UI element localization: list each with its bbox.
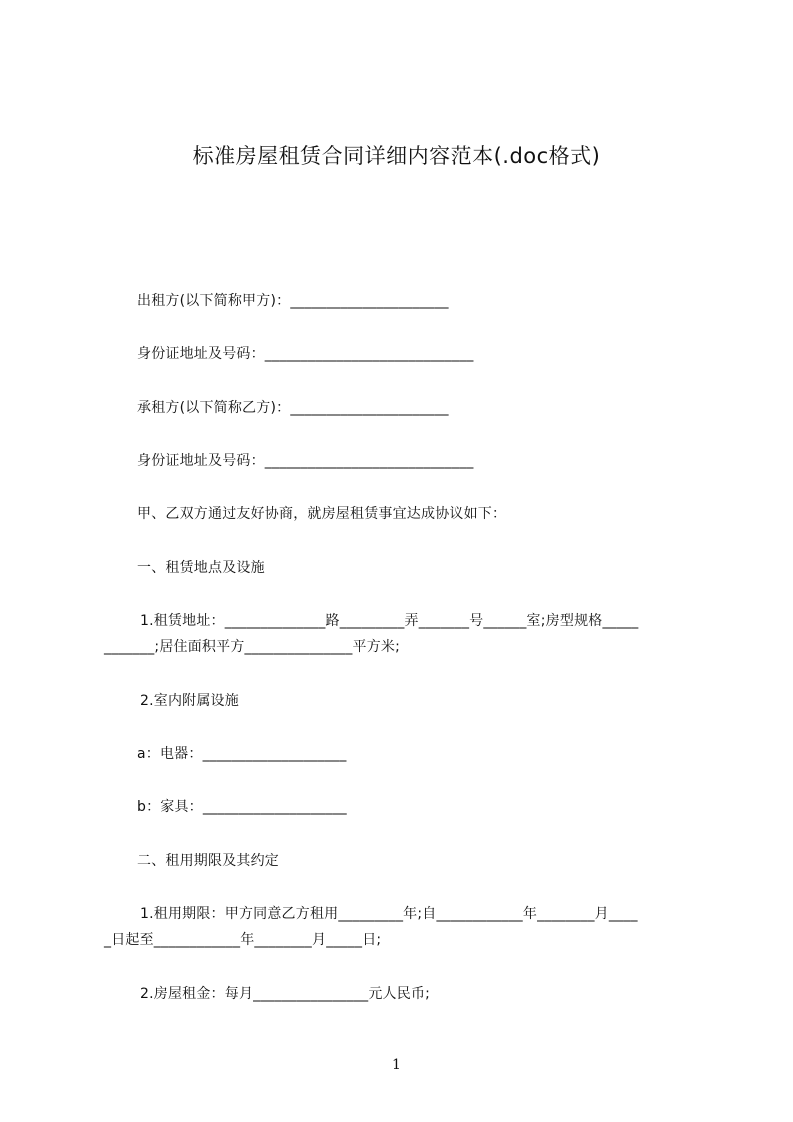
lessor-line: 出租方(以下简称甲方)：______________________ bbox=[137, 293, 449, 309]
page-number: 1 bbox=[392, 1057, 401, 1073]
facilities-heading: 2.室内附属设施 bbox=[140, 693, 239, 709]
document-title: 标准房屋租赁合同详细内容范本(.doc格式) bbox=[192, 144, 601, 168]
section-1-heading: 一、租赁地点及设施 bbox=[137, 560, 265, 576]
furniture-line: b：家具：____________________ bbox=[137, 799, 347, 815]
rent-line: 2.房屋租金：每月________________元人民币; bbox=[140, 986, 431, 1002]
intro-paragraph: 甲、乙双方通过友好协商，就房屋租赁事宜达成协议如下： bbox=[137, 506, 507, 522]
lease-term-line-1: 1.租用期限：甲方同意乙方租用_________年;自____________年________月____ bbox=[140, 906, 638, 922]
rental-address-line-1: 1.租赁地址：______________路_________弄_______号______室;房型规格_____ bbox=[140, 613, 639, 629]
lessor-id-line: 身份证地址及号码：_____________________________ bbox=[137, 346, 474, 362]
lessee-line: 承租方(以下简称乙方)：______________________ bbox=[137, 400, 449, 416]
section-2-heading: 二、租用期限及其约定 bbox=[137, 853, 279, 869]
lease-term-line-2: _日起至____________年________月_____日; bbox=[104, 932, 382, 948]
lessee-id-line: 身份证地址及号码：_____________________________ bbox=[137, 453, 474, 469]
appliances-line: a：电器：____________________ bbox=[137, 746, 347, 762]
rental-address-line-2: _______;居住面积平方_______________平方米; bbox=[104, 639, 401, 655]
